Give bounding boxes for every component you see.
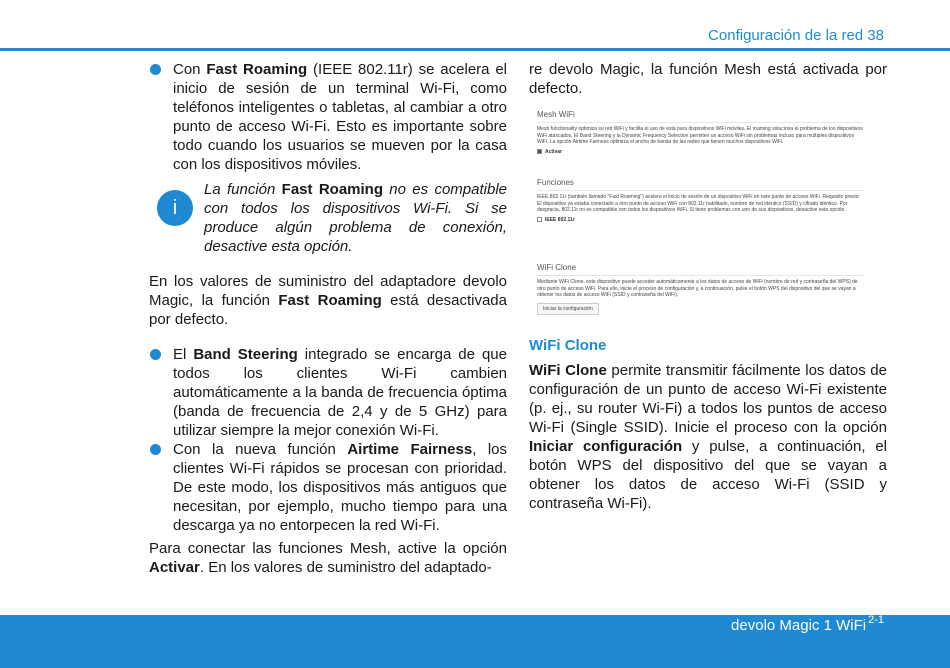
- bullet-fast-roaming: Con Fast Roaming (IEEE 802.11r) se acelera el inicio de sesión de un terminal Wi-Fi, como teléfonos inteligentes o tabletas, al cambiar a otro punto de acceso Wi-Fi. Esto es importante sobre todo cuando los usuarios se mueven por la casa con los dispositivos móviles.: [149, 60, 507, 174]
- bullet-band-steering: El Band Steering integrado se encarga de que todos los clientes Wi-Fi cambien automáticamente a la banda de frecuencia óptima (banda de frecuencia de 2,4 y de 5 GHz) para utilizar siempre la mejor conexión Wi-Fi.: [149, 345, 507, 440]
- functions-title: Funciones: [537, 178, 574, 187]
- wifi-clone-heading: WiFi Clone: [529, 337, 607, 354]
- mesh-section: [537, 110, 863, 155]
- functions-text: IEEE 802.11r (también llamado "Fast Roaming") acelera el inicio de sesión de un dispositivo WiFi en este punto de acceso WiFi. Requisito previo: El dispositivo ya estaba conectado a otro punto de acceso WiFi con 802.11r habilitado, nombre de red idéntico (SSID) y cifrado idéntico. Por desgracia, 802.11r no es compatible con todos los dispositivos WiFi. Si tiene problemas con uno de sus dispositivos, desactive esta opción.: [537, 194, 860, 213]
- mesh-text: Mesh functionality optimiza su red WiFi y facilita el uso de esta para dispositivos WiFi móviles. El roaming soluciona el problema de los dispositivos WiFi atascados. El Band Steering y la Dynamic Frequency Selection permiten un acceso WiFi sin problemas incluso para múltiples dispositivos WiFi. La opción Airtime Fairness optimiza el ancho de banda de las redes que tienen muchos dispositivos WiFi.: [537, 126, 863, 145]
- checkbox-unchecked-icon: [537, 217, 542, 222]
- paragraph-fast-roaming-default: En los valores de suministro del adaptadore devolo Magic, la función Fast Roaming está desactivada por defecto.: [149, 273, 507, 328]
- ieee-80211r-checkbox[interactable]: IEEE 802.11r: [537, 217, 863, 224]
- functions-section: [537, 178, 863, 223]
- divider: [537, 275, 863, 276]
- wifi-clone-title: WiFi Clone: [537, 263, 577, 272]
- wifi-clone-text: Mediante WiFi Clone, este dispositivo puede acceder automáticamente a los datos de acceso de WiFi (nombre de red y contraseña del WPS) de otro punto de acceso WiFi. Para ello, inicie el proceso de configuración y, a continuación, pulse el botón WPS del dispositivo del que se vayan a obtener los datos de acceso WiFi (SSID y contraseña del WiFi).: [537, 279, 858, 298]
- footer-title: devolo Magic 1 WiFi $^{2-1}$: [731, 614, 884, 634]
- start-config-button[interactable]: Iniciar la configuración: [537, 303, 599, 316]
- info-icon: i: [157, 190, 193, 226]
- wifi-clone-section: [537, 263, 863, 315]
- left-column: [149, 60, 507, 577]
- right-column-intro: re devolo Magic, la función Mesh está activada por defecto.: [529, 61, 887, 97]
- bullet-airtime-fairness: Con la nueva función Airtime Fairness, los clientes Wi-Fi rápidos se procesan con prioridad. De este modo, los dispositivos más antiguos que necesitan, por ejemplo, mucho tiempo para una descarga ya no entorpecen la red Wi-Fi.: [149, 440, 507, 535]
- page-header-title: Configuración de la red 38: [708, 27, 884, 44]
- header-rule: [0, 48, 950, 51]
- wifi-clone-paragraph: WiFi Clone permite transmitir fácilmente los datos de configuración de un punto de acceso Wi-Fi existente (p. ej., su router Wi-Fi) a todos los puntos de acceso Wi-Fi (Single SSID). Inicie el proceso con la opción Iniciar configuración y pulse, a continuación, el botón WPS del dispositivo del que se vayan a obtener los datos de acceso Wi-Fi (SSID y contraseña Wi-Fi).: [529, 362, 887, 512]
- paragraph-mesh-activate: Para conectar las funciones Mesh, active la opción Activar. En los valores de suministro del adaptado-: [149, 540, 507, 576]
- checkbox-checked-icon: [537, 149, 542, 154]
- mesh-activate-checkbox[interactable]: Activar: [537, 149, 863, 156]
- info-note: i La función Fast Roaming no es compatible con todos los dispositivos Wi-Fi. Si se produce algún problema de conexión, desactive esta opción.: [149, 180, 507, 256]
- settings-screenshot: [531, 100, 869, 318]
- divider: [537, 190, 863, 191]
- mesh-title: Mesh WiFi: [537, 110, 575, 119]
- divider: [537, 122, 863, 123]
